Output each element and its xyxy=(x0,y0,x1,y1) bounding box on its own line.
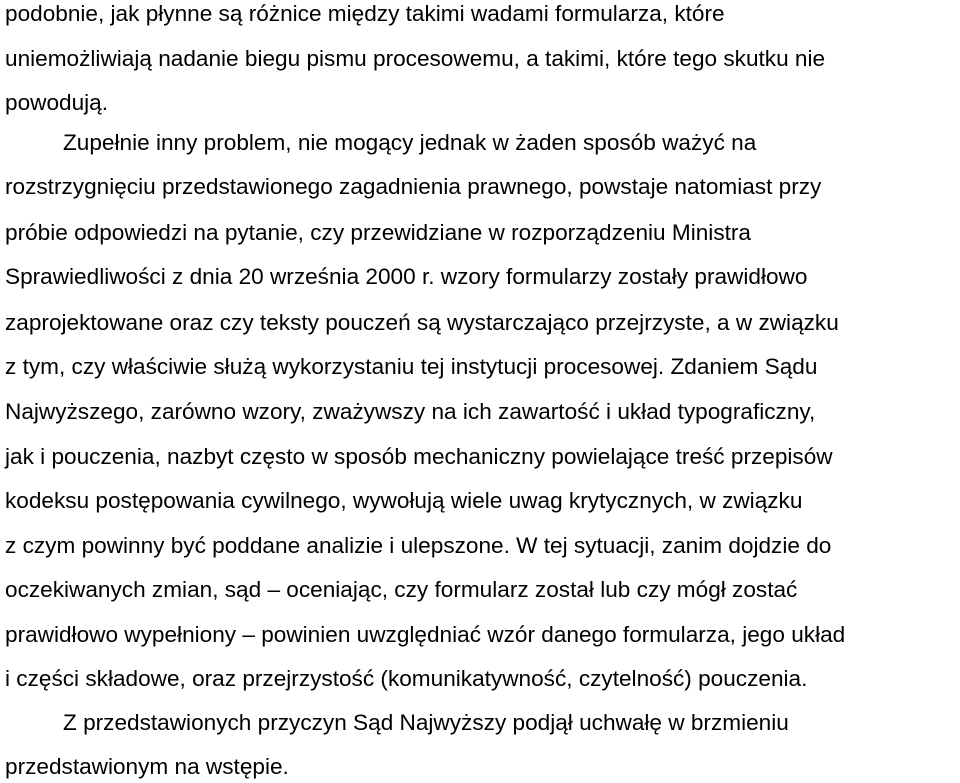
text-line: podobnie, jak płynne są różnice między takimi wadami formularza, które xyxy=(5,1,725,26)
text-line: jak i pouczenia, nazbyt często w sposób mechaniczny powielające treść przepisów xyxy=(5,444,833,469)
text-line: Sprawiedliwości z dnia 20 września 2000 r. wzory formularzy zostały prawidłowo xyxy=(5,264,808,289)
text-line: z czym powinny być poddane analizie i ulepszone. W tej sytuacji, zanim dojdzie do xyxy=(5,533,832,558)
text-line: rozstrzygnięciu przedstawionego zagadnienia prawnego, powstaje natomiast przy xyxy=(5,174,822,199)
paragraph-first-line: Z przedstawionych przyczyn Sąd Najwyższy podjął uchwałę w brzmieniu xyxy=(63,710,789,735)
text-line: i części składowe, oraz przejrzystość (komunikatywność, czytelność) pouczenia. xyxy=(5,666,808,691)
text-line: Najwyższego, zarówno wzory, zważywszy na ich zawartość i układ typograficzny, xyxy=(5,399,816,424)
text-line: prawidłowo wypełniony – powinien uwzględniać wzór danego formularza, jego układ xyxy=(5,622,846,647)
text-line: powodują. xyxy=(5,90,109,115)
paragraph-first-line: Zupełnie inny problem, nie mogący jednak w żaden sposób ważyć na xyxy=(63,130,757,155)
text-line: próbie odpowiedzi na pytanie, czy przewidziane w rozporządzeniu Ministra xyxy=(5,220,751,245)
text-line: zaprojektowane oraz czy teksty pouczeń są wystarczająco przejrzyste, a w związku xyxy=(5,310,839,335)
text-line: oczekiwanych zmian, sąd – oceniając, czy formularz został lub czy mógł zostać xyxy=(5,577,798,602)
text-line: uniemożliwiają nadanie biegu pismu procesowemu, a takimi, które tego skutku nie xyxy=(5,46,826,71)
text-line: przedstawionym na wstępie. xyxy=(5,754,289,779)
text-line: z tym, czy właściwie służą wykorzystaniu tej instytucji procesowej. Zdaniem Sądu xyxy=(5,354,818,379)
text-line: kodeksu postępowania cywilnego, wywołują wiele uwag krytycznych, w związku xyxy=(5,488,803,513)
